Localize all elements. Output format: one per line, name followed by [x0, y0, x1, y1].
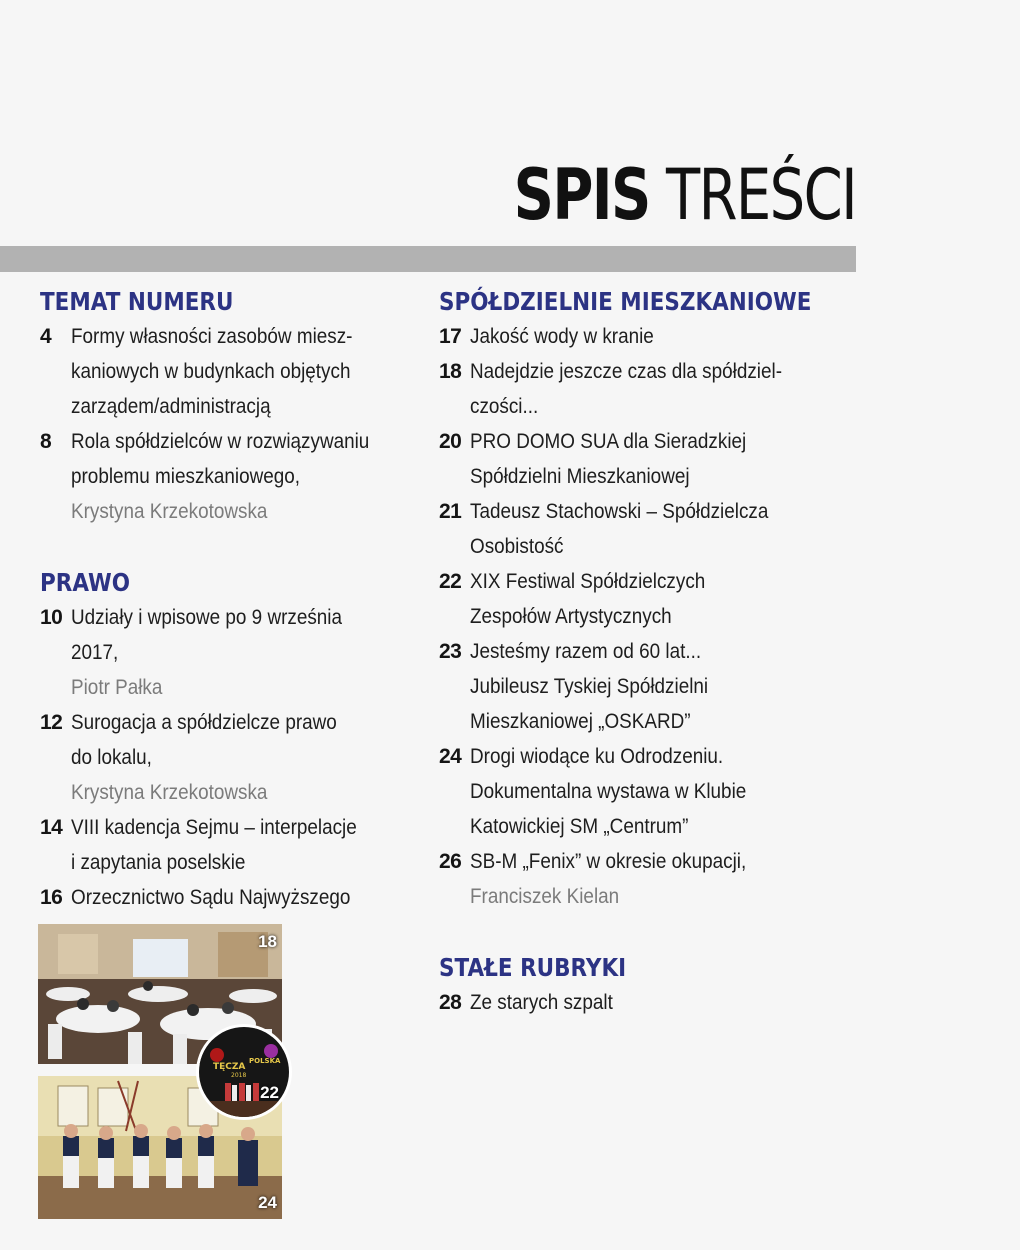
page-number: 17 — [439, 325, 462, 348]
entry-title-line: Osobistość — [470, 535, 564, 558]
page-number: 4 — [40, 325, 52, 348]
section-title: SPÓŁDZIELNIE MIESZKANIOWE — [439, 287, 812, 316]
toc-entry[interactable] — [40, 810, 410, 880]
entry-title-line: XIX Festiwal Spółdzielczych — [470, 570, 706, 593]
festival-banner-text-3: 2018 — [231, 1072, 247, 1079]
festival-banner-text-1: TĘCZA — [213, 1062, 246, 1072]
page-number: 20 — [439, 430, 462, 453]
entry-title-line: PRO DOMO SUA dla Sieradzkiej — [470, 430, 747, 453]
entry-text — [71, 424, 410, 529]
entry-title-line: kaniowych w budynkach objętych — [71, 360, 351, 383]
section-gap — [439, 914, 859, 950]
page-number: 12 — [40, 711, 63, 734]
section-gap — [40, 529, 410, 565]
entry-text — [71, 600, 410, 705]
toc-entry[interactable] — [439, 424, 859, 494]
page-number: 23 — [439, 640, 462, 663]
entry-text — [470, 634, 859, 739]
page-number: 8 — [40, 430, 52, 453]
entry-text — [470, 985, 859, 1020]
entry-title-line: Orzecznictwo Sądu Najwyższego — [71, 886, 351, 909]
toc-entry[interactable] — [40, 319, 410, 424]
festival-photo — [196, 1024, 292, 1120]
toc-entry[interactable] — [40, 424, 410, 529]
entry-title-line: Jakość wody w kranie — [470, 325, 654, 348]
page-number: 10 — [40, 606, 63, 629]
toc-entry[interactable] — [439, 634, 859, 739]
toc-entry[interactable] — [40, 880, 410, 915]
entry-title-line: VIII kadencja Sejmu – interpelacje — [71, 816, 357, 839]
festival-banner-text-2: POLSKA — [249, 1057, 281, 1065]
toc-entry[interactable] — [439, 564, 859, 634]
toc-entry[interactable] — [439, 354, 859, 424]
entry-title-line: 2017, — [71, 641, 119, 664]
page-number: 24 — [439, 745, 462, 768]
entry-text — [470, 739, 859, 844]
entry-title-line: Jesteśmy razem od 60 lat... — [470, 640, 702, 663]
entry-title-line: Rola spółdzielców w rozwiązywaniu — [71, 430, 370, 453]
entry-title-line: Udziały i wpisowe po 9 września — [71, 606, 343, 629]
entry-title-line: czości... — [470, 395, 539, 418]
entry-title-line: problemu mieszkaniowego, — [71, 465, 301, 488]
entry-text — [470, 494, 859, 564]
section-title: STAŁE RUBRYKI — [439, 953, 627, 982]
page-number: 18 — [439, 360, 462, 383]
toc-section — [439, 950, 859, 1020]
entry-title-line: Tadeusz Stachowski – Spółdzielcza — [470, 500, 769, 523]
toc-section — [40, 284, 410, 529]
toc-entry[interactable] — [439, 739, 859, 844]
page-number: 14 — [40, 816, 63, 839]
toc-right-column — [439, 284, 859, 1020]
toc-left-column — [40, 284, 410, 915]
entry-title-line: i zapytania poselskie — [71, 851, 246, 874]
entry-title-line: Dokumentalna wystawa w Klubie — [470, 780, 747, 803]
entry-title-line: Katowickiej SM „Centrum” — [470, 815, 689, 838]
entry-title-line: Mieszkaniowej „OSKARD” — [470, 710, 691, 733]
toc-entry[interactable] — [439, 494, 859, 564]
entry-title-line: do lokalu, — [71, 746, 152, 769]
toc-entry[interactable] — [439, 844, 859, 914]
page-number: 21 — [439, 500, 462, 523]
photo-page-number: 24 — [258, 1193, 277, 1212]
entry-text — [470, 424, 859, 494]
photo-page-number: 22 — [260, 1083, 279, 1102]
entry-text — [71, 810, 410, 880]
page-title-bold: SPIS — [513, 154, 650, 236]
entry-title-line: SB-M „Fenix” w okresie okupacji, — [470, 850, 747, 873]
page-number: 22 — [439, 570, 462, 593]
entry-title-line: Jubileusz Tyskiej Spółdzielni — [470, 675, 709, 698]
toc-entry[interactable] — [439, 319, 859, 354]
entry-title-line: Nadejdzie jeszcze czas dla spółdziel- — [470, 360, 783, 383]
page-number: 16 — [40, 886, 63, 909]
entry-text — [470, 319, 859, 354]
entry-text — [470, 354, 859, 424]
entry-title-line: Ze starych szpalt — [470, 991, 613, 1014]
entry-title-line: Zespołów Artystycznych — [470, 605, 672, 628]
entry-title-line: Drogi wiodące ku Odrodzeniu. — [470, 745, 724, 768]
page-number: 28 — [439, 991, 462, 1014]
entry-title-line: Spółdzielni Mieszkaniowej — [470, 465, 690, 488]
entry-text — [71, 880, 410, 915]
entry-author: Krystyna Krzekotowska — [71, 500, 268, 523]
entry-text — [470, 564, 859, 634]
entry-text — [71, 705, 410, 810]
entry-text — [71, 319, 410, 424]
toc-entry[interactable] — [40, 705, 410, 810]
section-title: PRAWO — [40, 568, 130, 597]
toc-section — [439, 284, 859, 914]
entry-title-line: zarządem/administracją — [71, 395, 271, 418]
toc-entry[interactable] — [40, 600, 410, 705]
toc-section — [40, 565, 410, 915]
page-title — [514, 150, 856, 240]
entry-title-line: Surogacja a spółdzielcze prawo — [71, 711, 337, 734]
entry-author: Franciszek Kielan — [470, 885, 620, 908]
entry-title-line: Formy własności zasobów miesz- — [71, 325, 353, 348]
entry-author: Krystyna Krzekotowska — [71, 781, 268, 804]
section-title: TEMAT NUMERU — [40, 287, 234, 316]
page-number: 26 — [439, 850, 462, 873]
page-title-light: TREŚCI — [665, 154, 856, 236]
toc-entry[interactable] — [439, 985, 859, 1020]
photo-page-number: 18 — [258, 932, 277, 951]
entry-text — [470, 844, 859, 914]
title-divider-bar — [0, 246, 856, 272]
entry-author: Piotr Pałka — [71, 676, 163, 699]
